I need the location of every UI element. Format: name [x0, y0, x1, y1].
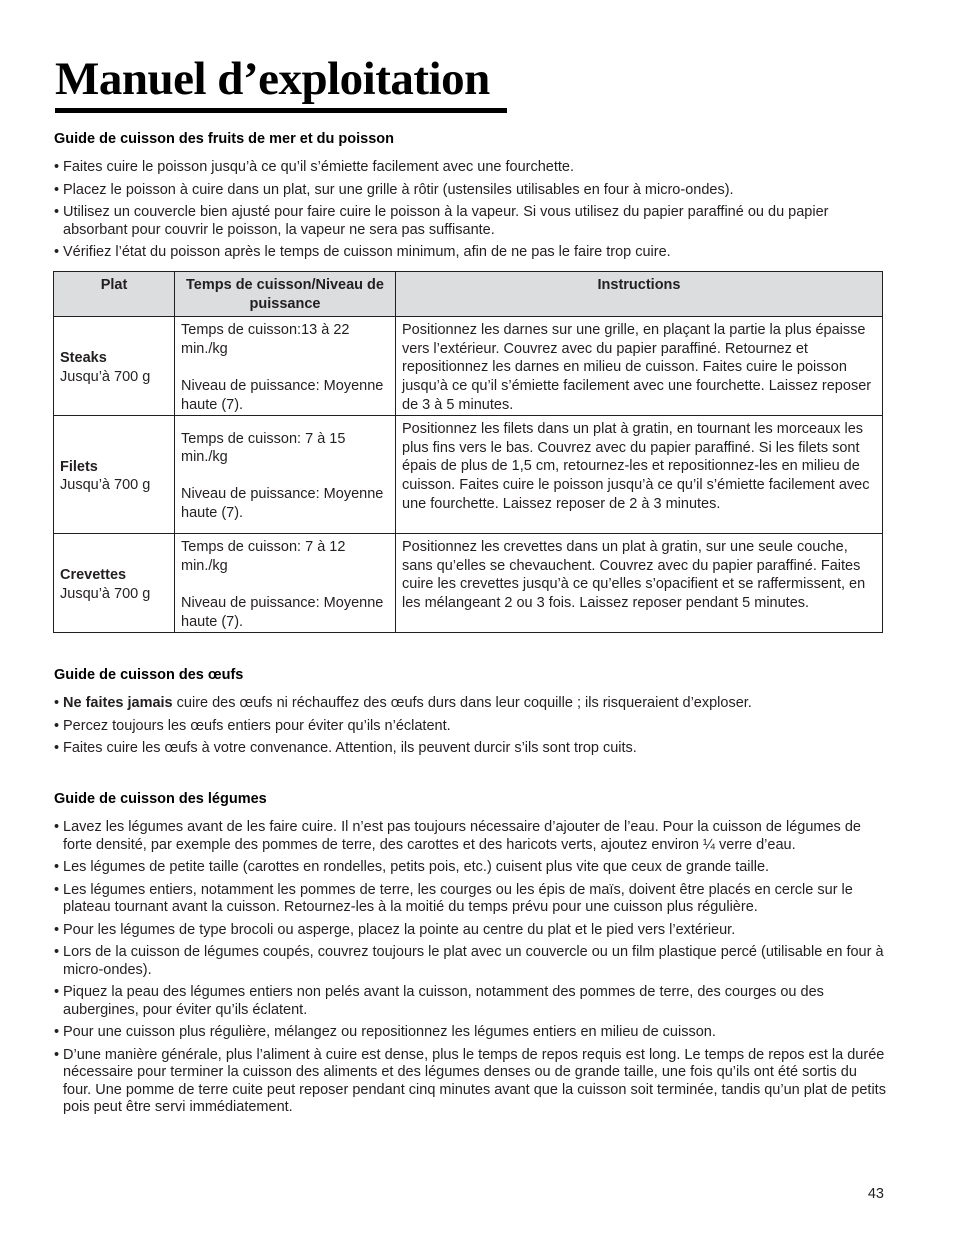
power-level: Niveau de puissance: Moyenne haute (7). — [181, 486, 384, 522]
table-row — [54, 416, 883, 534]
list-item: • Pour les légumes de type brocoli ou asperge, placez la pointe au centre du plat et le pied vers l’extérieur. — [54, 922, 888, 940]
cooking-time: Temps de cuisson: 7 à 15 min./kg — [181, 430, 346, 466]
list-item: • Piquez la peau des légumes entiers non pelés avant la cuisson, notamment des pommes de terre, des courges ou des aubergines, pour éviter qu’ils éclatent. — [54, 984, 888, 1019]
table-row — [54, 317, 883, 416]
column-header-instructions: Instructions — [396, 272, 883, 317]
vegetables-bullet-list — [54, 819, 888, 1122]
cooking-time: Temps de cuisson:13 à 22 min./kg — [181, 322, 350, 357]
dish-cell — [54, 534, 175, 633]
list-item: • Pour une cuisson plus régulière, mélangez ou repositionnez les légumes entiers en milieu de cuisson. — [54, 1024, 888, 1042]
dish-name: Steaks — [60, 350, 107, 367]
list-item: • Percez toujours les œufs entiers pour éviter qu’ils n’éclatent. — [54, 718, 888, 736]
cooking-time: Temps de cuisson: 7 à 12 min./kg — [181, 539, 346, 574]
seafood-heading: Guide de cuisson des fruits de mer et du poisson — [54, 131, 395, 147]
instructions-cell: Positionnez les crevettes dans un plat à gratin, sur une seule couche, sans qu’elles se chevauchent. Couvrez avec du papier paraffiné. Faites cuire les crevettes jusqu’à ce qu’elles s’opacifient et se raffermissent, en les mélangeant 2 ou 3 fois. Laissez reposer pendant 5 minutes. — [396, 534, 883, 633]
dish-weight: Jusqu’à 700 g — [60, 585, 151, 602]
seafood-cooking-table — [53, 271, 883, 633]
dish-cell — [54, 317, 175, 416]
vegetables-heading: Guide de cuisson des légumes — [54, 791, 267, 807]
dish-name: Crevettes — [60, 567, 127, 584]
list-item: • Lors de la cuisson de légumes coupés, couvrez toujours le plat avec un couvercle ou un film plastique percé (utilisable en four à micro-ondes). — [54, 944, 888, 979]
list-item: • Vérifiez l’état du poisson après le temps de cuisson minimum, afin de ne pas le faire trop cuire. — [54, 244, 888, 262]
eggs-bullet-list — [54, 695, 888, 763]
column-header-time-power: Temps de cuisson/Niveau de puissance — [175, 272, 396, 317]
dish-cell — [54, 416, 175, 534]
list-item: • Les légumes de petite taille (carottes en rondelles, petits pois, etc.) cuisent plus vite que ceux de grande taille. — [54, 859, 888, 877]
table-header-row — [54, 272, 883, 317]
instructions-cell: Positionnez les filets dans un plat à gratin, en tournant les morceaux les plus fins vers le bas. Couvrez avec du papier paraffiné. Si les filets sont épais de plus de 1,5 cm, retournez-les et repositionnez-les en milieu de cuisson. Faites cuire le poisson jusqu’à ce qu’il s’émiette facilement avec une fourchette. Laissez reposer de 2 à 3 minutes. — [396, 416, 883, 534]
dish-name: Filets — [60, 458, 98, 475]
time-power-cell — [175, 534, 396, 633]
page-number: 43 — [867, 1186, 884, 1202]
page-title: Manuel d’exploitation — [55, 53, 490, 105]
list-item — [54, 695, 888, 713]
instructions-cell: Positionnez les darnes sur une grille, en plaçant la partie la plus épaisse vers l’extérieur. Couvrez avec du papier paraffiné. Retournez et repositionnez les darnes en milieu de cuisson. Faites cuire le poisson jusqu’à ce qu’il s’émiette facilement avec une fourchette. Laissez reposer de 3 à 5 minutes. — [396, 317, 883, 416]
warning-emphasis: Ne faites jamais — [63, 695, 173, 711]
list-item: • Faites cuire le poisson jusqu’à ce qu’il s’émiette facilement avec une fourchette. — [54, 159, 888, 177]
column-header-plat: Plat — [54, 272, 175, 317]
list-item: • Les légumes entiers, notamment les pommes de terre, les courges ou les épis de maïs, doivent être placés en cercle sur le plateau tournant avant la cuisson. Retournez-les à la moitié du temps prévu pour une cuisson plus régulière. — [54, 882, 888, 917]
eggs-heading: Guide de cuisson des œufs — [54, 667, 244, 683]
list-item: • Utilisez un couvercle bien ajusté pour faire cuire le poisson à la vapeur. Si vous utilisez du papier paraffiné ou du papier absorbant pour couvrir le poisson, la vapeur ne sera pas suffisante. — [54, 204, 888, 239]
list-item: • D’une manière générale, plus l’aliment à cuire est dense, plus le temps de repos requis est long. Le temps de repos est la durée nécessaire pour terminer la cuisson des aliments et des légumes denses ou de grande taille, une fois qu’ils ont été sortis du four. Une pomme de terre cuite peut reposer pendant cinq minutes avant que la cuisson soit terminée, tandis qu’un plat de petits pois peut être servi immédiatement. — [54, 1047, 888, 1117]
dish-weight: Jusqu’à 700 g — [60, 477, 151, 494]
warning-text: cuire des œufs ni réchauffez des œufs durs dans leur coquille ; ils risqueraient d’exploser. — [172, 695, 752, 711]
table-row — [54, 534, 883, 633]
list-item: • Faites cuire les œufs à votre convenance. Attention, ils peuvent durcir s’ils sont trop cuits. — [54, 740, 888, 758]
dish-weight: Jusqu’à 700 g — [60, 368, 151, 385]
page-header — [55, 52, 507, 113]
time-power-cell — [175, 317, 396, 416]
seafood-bullet-list — [54, 159, 888, 267]
power-level: Niveau de puissance: Moyenne haute (7). — [181, 377, 384, 413]
power-level: Niveau de puissance: Moyenne haute (7). — [181, 594, 384, 630]
list-item: • Lavez les légumes avant de les faire cuire. Il n’est pas toujours nécessaire d’ajouter de l’eau. Pour la cuisson de légumes de forte densité, par exemple des pommes de terre, des carottes et des haricots verts, ajoutez environ ¼ verre d’eau. — [54, 819, 888, 854]
title-underline — [55, 108, 507, 113]
time-power-cell — [175, 416, 396, 534]
list-item: • Placez le poisson à cuire dans un plat, sur une grille à rôtir (ustensiles utilisables en four à micro-ondes). — [54, 182, 888, 200]
